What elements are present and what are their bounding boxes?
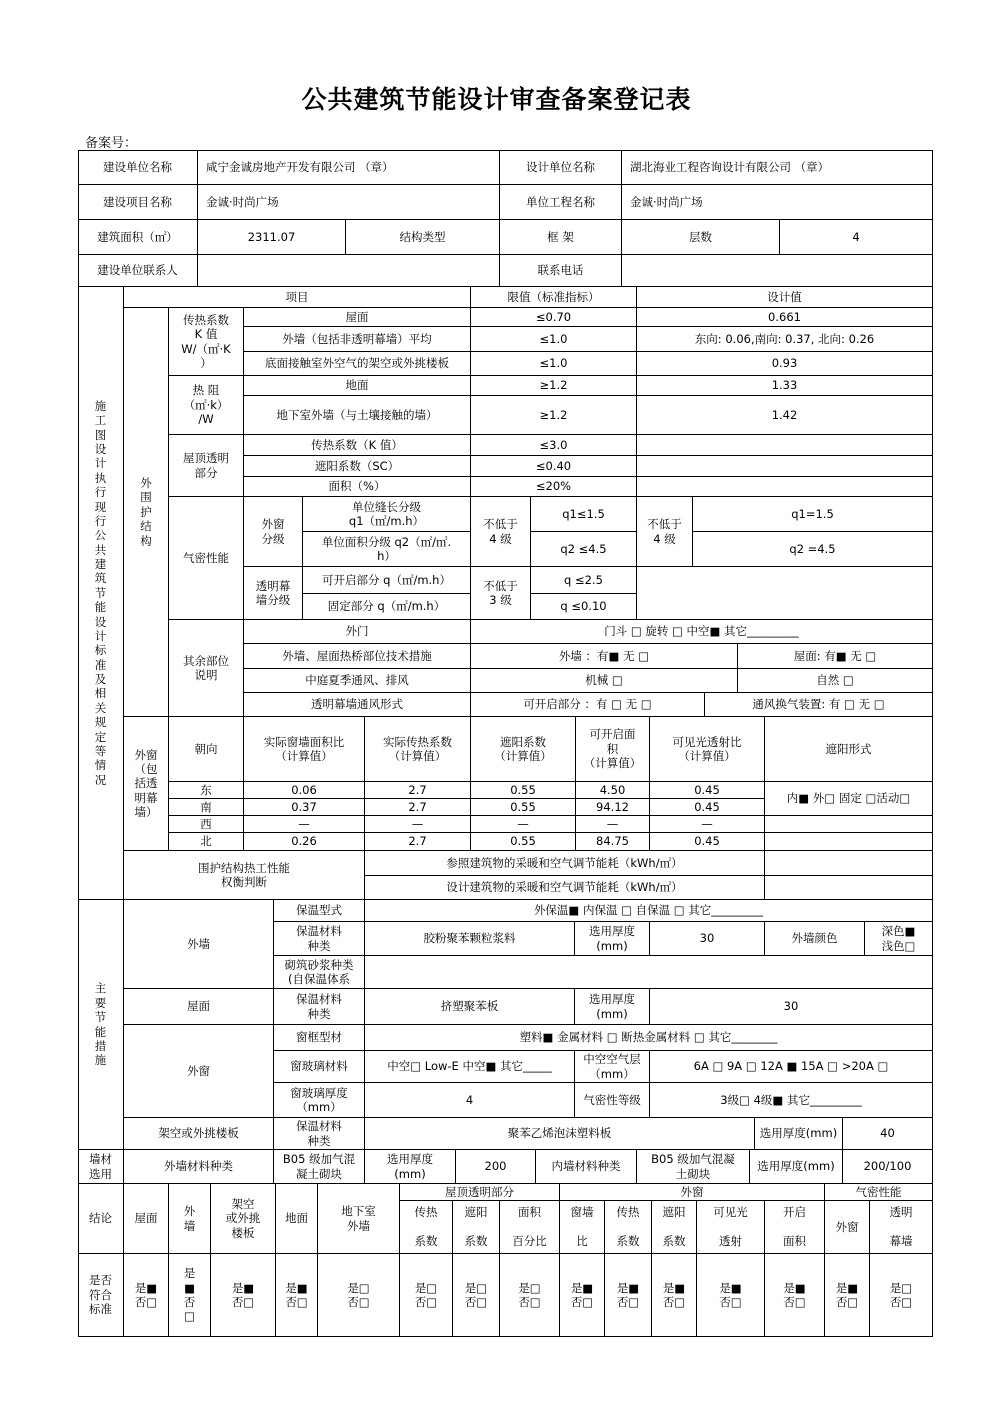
form-cell-m04: 外保温■ 内保温 □ 自保温 □ 其它_________ [365,900,933,922]
form-cell-e04: 0.55 [471,782,576,799]
form-cell-p03 [765,851,933,876]
form-cell-a03: 单位缝长分级 q1（㎡/m.h） [303,497,471,532]
form-cell-y15: 是■ 否□ [825,1254,870,1337]
form-cell-m23: 中空空气层 （mm） [575,1051,650,1083]
form-cell-m11: 砌筑砂浆种类 (自保温体系 [274,956,365,989]
form-cell-y14: 是■ 否□ [765,1254,825,1337]
form-cell-o11: 可开启部分 ：有 □ 无 □ [471,693,705,717]
form-cell-o02: 外门 [244,620,471,644]
form-cell-r07: 1.42 [637,396,933,435]
form-cell-a13: 固定部分 q（㎡/m.h） [303,594,471,620]
form-cell-r05: 地下室外墙（与土壤接触的墙） [244,396,471,435]
form-cell-x06: — [650,816,765,833]
form-cell-y16: 是□ 否□ [870,1254,933,1337]
form-cell-m18: 外窗 [124,1025,274,1118]
form-cell-k09: ≤1.0 [471,352,637,376]
form-cell-a16: q ≤0.10 [531,594,637,620]
form-cell-e02: 0.06 [244,782,365,799]
form-cell-e06: 0.45 [650,782,765,799]
form-cell-m33: 40 [843,1118,933,1150]
form-cell-n02: 0.37 [244,799,365,816]
form-cell-a08: 不低于 4 级 [637,497,693,567]
form-cell-t02: 传热系数（K 值） [244,435,471,456]
form-cell-c07: 单位工程名称 [500,185,622,220]
form-cell-b03: 2.7 [365,833,471,851]
form-cell-x03: — [365,816,471,833]
form-cell-c17: 联系电话 [500,255,622,287]
form-cell-r02: 地面 [244,376,471,396]
form-cell-c15: 建设单位联系人 [78,255,198,287]
form-cell-n01: 南 [169,799,244,816]
form-cell-e01: 东 [169,782,244,799]
form-cell-j02: 屋面 [124,1184,169,1254]
form-cell-w07: 可见光透射比 （计算值） [650,717,765,782]
form-cell-m14: 保温材料 种类 [274,989,365,1025]
form-cell-n05: 94.12 [576,799,650,816]
form-cell-q08: 选用厚度(mm) [750,1150,843,1184]
form-cell-c09: 建筑面积（㎡） [78,220,198,255]
form-cell-j07: 屋顶透明部分 [400,1184,560,1201]
form-cell-e07: 内■ 外□ 固定 □活动□ [765,782,933,816]
form-cell-c08: 金诚·时尚广场 [622,185,933,220]
form-cell-y01: 是否 符合 标准 [78,1254,124,1337]
form-cell-y02: 是■ 否□ [124,1254,169,1337]
form-cell-n04: 0.55 [471,799,576,816]
form-cell-c14: 4 [780,220,933,255]
form-cell-j17: 气密性能 [825,1184,933,1201]
form-cell-b05: 84.75 [576,833,650,851]
form-cell-k04: 0.661 [637,308,933,327]
form-cell-j06: 地下室 外墙 [318,1184,400,1254]
form-cell-m24: 6A □ 9A □ 12A ■ 15A □ >20A □ [650,1051,933,1083]
form-cell-p02: 参照建筑物的采暖和空气调节能耗（kWh/㎡） [365,851,765,876]
form-cell-m08: 30 [650,922,765,956]
form-cell-m22: 中空□ Low-E 中空■ 其它_____ [365,1051,575,1083]
form-cell-m29: 架空或外挑楼板 [124,1118,274,1150]
form-cell-t09: ≤20% [471,477,637,497]
form-cell-a02: 外窗 分级 [244,497,303,567]
form-cell-j19: 透明 幕墙 [870,1201,933,1254]
form-cell-j12: 窗墙 比 [560,1201,605,1254]
form-cell-w05: 遮阳系数 （计算值） [471,717,576,782]
form-cell-s02: 外 围 护 结 构 [124,308,169,717]
form-cell-y04: 是■ 否□ [211,1254,276,1337]
form-cell-c04: 湖北海业工程咨询设计有限公司 （章） [622,150,933,185]
form-cell-a06: q1≤1.5 [531,497,637,532]
form-cell-t10 [637,477,933,497]
form-cell-a07: q2 ≤4.5 [531,532,637,567]
form-cell-q03: B05 级加气混 凝土砌块 [274,1150,365,1184]
form-cell-b06: 0.45 [650,833,765,851]
form-cell-x02: — [244,816,365,833]
form-cell-k06: ≤1.0 [471,327,637,352]
form-cell-s01: 施 工 图 设 计 执 行 现 行 公 共 建 筑 节 能 设 计 标 准 及 相 关 规 定 等 情 况 [78,287,124,900]
form-cell-b07 [765,833,933,851]
form-cell-w06: 可开启面 积 （计算值） [576,717,650,782]
form-cell-c05: 建设项目名称 [78,185,198,220]
form-cell-m19: 窗框型材 [274,1025,365,1051]
page-title: 公共建筑节能设计审查备案登记表 [301,85,692,114]
form-cell-q02: 外墙材料种类 [124,1150,274,1184]
form-cell-a09: q1=1.5 [693,497,933,532]
form-cell-j11: 外窗 [560,1184,825,1201]
form-cell-m10: 深色■ 浅色□ [865,922,933,956]
form-cell-m01: 主 要 节 能 措 施 [78,900,124,1150]
form-cell-n06: 0.45 [650,799,765,816]
form-cell-t06: ≤0.40 [471,456,637,477]
form-cell-o06: 屋面: 有■ 无 □ [738,644,933,669]
form-cell-o08: 机械 □ [471,669,738,693]
form-cell-k07: 东向: 0.06,南向: 0.37, 北向: 0.26 [637,327,933,352]
form-cell-m26: 4 [365,1083,575,1118]
form-cell-a04: 单位面积分级 q2（㎡/㎡. h） [303,532,471,567]
form-cell-w02: 朝向 [169,717,244,782]
form-cell-j04: 架空 或外挑 楼板 [211,1184,276,1254]
form-cell-k10: 0.93 [637,352,933,376]
form-cell-k01: 传热系数 K 值 W/（㎡·K ） [169,308,244,376]
form-cell-j13: 传热 系数 [605,1201,652,1254]
form-cell-w01: 外窗 （包 括透 明幕 墙） [124,717,169,851]
form-cell-a10: q2 =4.5 [693,532,933,567]
form-cell-y07: 是□ 否□ [400,1254,453,1337]
form-cell-q07: B05 级加气混凝 土砌块 [637,1150,750,1184]
form-cell-a05: 不低于 4 级 [471,497,531,567]
form-cell-p04: 设计建筑物的采暖和空气调节能耗（kWh/㎡） [365,876,765,900]
form-cell-y11: 是■ 否□ [605,1254,652,1337]
form-cell-m31: 聚苯乙烯泡沫塑料板 [365,1118,755,1150]
form-cell-a14: 不低于 3 级 [471,567,531,620]
form-cell-e05: 4.50 [576,782,650,799]
form-cell-n03: 2.7 [365,799,471,816]
form-cell-q01: 墙材 选用 [78,1150,124,1184]
form-cell-y05: 是■ 否□ [276,1254,318,1337]
form-cell-y06: 是□ 否□ [318,1254,400,1337]
form-cell-j18: 外窗 [825,1201,870,1254]
form-cell-b04: 0.55 [471,833,576,851]
form-cell-t03: ≤3.0 [471,435,637,456]
form-cell-c13: 层数 [622,220,780,255]
form-cell-q06: 内墙材料种类 [536,1150,637,1184]
form-cell-m16: 选用厚度 (mm) [575,989,650,1025]
form-cell-t07 [637,456,933,477]
form-cell-j08: 传热 系数 [400,1201,453,1254]
form-cell-r01: 热 阻 （㎡·k） /W [169,376,244,435]
form-cell-t05: 遮阳系数（SC） [244,456,471,477]
form-cell-j09: 遮阳 系数 [453,1201,500,1254]
form-cell-m03: 保温型式 [274,900,365,922]
form-cell-y08: 是□ 否□ [453,1254,500,1337]
form-cell-r04: 1.33 [637,376,933,396]
form-cell-t01: 屋顶透明 部分 [169,435,244,497]
form-cell-m32: 选用厚度(mm) [755,1118,843,1150]
form-cell-c12: 框 架 [500,220,622,255]
form-cell-o09: 自然 □ [738,669,933,693]
form-cell-j15: 可见光 透射 [697,1201,765,1254]
form-cell-y12: 是■ 否□ [652,1254,697,1337]
form-cell-m27: 气密性等级 [575,1083,650,1118]
form-cell-h01: 项目 [124,287,471,308]
form-cell-c11: 结构类型 [346,220,500,255]
form-cell-k02: 屋面 [244,308,471,327]
form-cell-x01: 西 [169,816,244,833]
form-cell-j16: 开启 面积 [765,1201,825,1254]
form-cell-w08: 遮阳形式 [765,717,933,782]
form-cell-y10: 是■ 否□ [560,1254,605,1337]
form-cell-j03: 外 墙 [169,1184,211,1254]
form-cell-a12: 可开启部分 q（㎡/m.h） [303,567,471,594]
form-cell-w04: 实际传热系数 （计算值） [365,717,471,782]
form-cell-p01: 围护结构热工性能 权衡判断 [124,851,365,900]
form-cell-y03: 是 ■ 否 □ [169,1254,211,1337]
form-cell-c01: 建设单位名称 [78,150,198,185]
form-cell-a11: 透明幕 墙分级 [244,567,303,620]
form-cell-m30: 保温材料 种类 [274,1118,365,1150]
form-cell-b01: 北 [169,833,244,851]
form-cell-j05: 地面 [276,1184,318,1254]
form-cell-w03: 实际窗墙面积比 （计算值） [244,717,365,782]
form-cell-m15: 挤塑聚苯板 [365,989,575,1025]
form-cell-c10: 2311.07 [198,220,346,255]
form-cell-t08: 面积（%） [244,477,471,497]
form-cell-m07: 选用厚度 (mm) [575,922,650,956]
form-cell-q04: 选用厚度 (mm) [365,1150,456,1184]
form-cell-o10: 透明幕墙通风形式 [244,693,471,717]
form-cell-m05: 保温材料 种类 [274,922,365,956]
form-cell-m13: 屋面 [124,989,274,1025]
form-cell-m12 [365,956,933,989]
form-cell-o01: 其余部位 说明 [169,620,244,717]
record-number-label: 备案号： [85,136,138,151]
form-cell-c18 [622,255,933,287]
form-cell-t04 [637,435,933,456]
form-cell-k03: ≤0.70 [471,308,637,327]
form-cell-c02: 咸宁金诚房地产开发有限公司 （章） [198,150,500,185]
form-cell-m09: 外墙颜色 [765,922,865,956]
form-cell-m17: 30 [650,989,933,1025]
form-cell-e03: 2.7 [365,782,471,799]
form-cell-r06: ≥1.2 [471,396,637,435]
form-cell-y13: 是■ 否□ [697,1254,765,1337]
form-cell-m20: 塑料■ 金属材料 □ 断热金属材料 □ 其它________ [365,1025,933,1051]
form-cell-p05 [765,876,933,900]
form-cell-o12: 通风换气装置: 有 □ 无 □ [705,693,933,717]
form-cell-a17 [637,567,933,620]
form-cell-x04: — [471,816,576,833]
form-cell-m02: 外墙 [124,900,274,989]
form-cell-h02: 限值（标准指标） [471,287,637,308]
form-cell-c06: 金诚·时尚广场 [198,185,500,220]
form-cell-o05: 外墙 ：有■ 无 □ [471,644,738,669]
form-cell-b02: 0.26 [244,833,365,851]
form-cell-m06: 胶粉聚苯颗粒浆料 [365,922,575,956]
form-cell-x07 [765,816,933,833]
form-cell-x05: — [576,816,650,833]
form-cell-m21: 窗玻璃材料 [274,1051,365,1083]
form-cell-a15: q ≤2.5 [531,567,637,594]
form-cell-j14: 遮阳 系数 [652,1201,697,1254]
form-cell-c03: 设计单位名称 [500,150,622,185]
form-cell-o07: 中庭夏季通风、排风 [244,669,471,693]
form-cell-m28: 3级□ 4级■ 其它_________ [650,1083,933,1118]
form-cell-q09: 200/100 [843,1150,933,1184]
form-cell-y09: 是□ 否□ [500,1254,560,1337]
form-cell-h03: 设计值 [637,287,933,308]
form-cell-q05: 200 [456,1150,536,1184]
form-cell-o03: 门斗 □ 旋转 □ 中空■ 其它_________ [471,620,933,644]
form-cell-k05: 外墙（包括非透明幕墙）平均 [244,327,471,352]
form-cell-r03: ≥1.2 [471,376,637,396]
form-cell-m25: 窗玻璃厚度 （mm） [274,1083,365,1118]
form-cell-k08: 底面接触室外空气的架空或外挑楼板 [244,352,471,376]
form-cell-j01: 结论 [78,1184,124,1254]
form-cell-a01: 气密性能 [169,497,244,620]
form-cell-o04: 外墙、屋面热桥部位技术措施 [244,644,471,669]
form-cell-c16 [198,255,500,287]
form-cell-j10: 面积 百分比 [500,1201,560,1254]
